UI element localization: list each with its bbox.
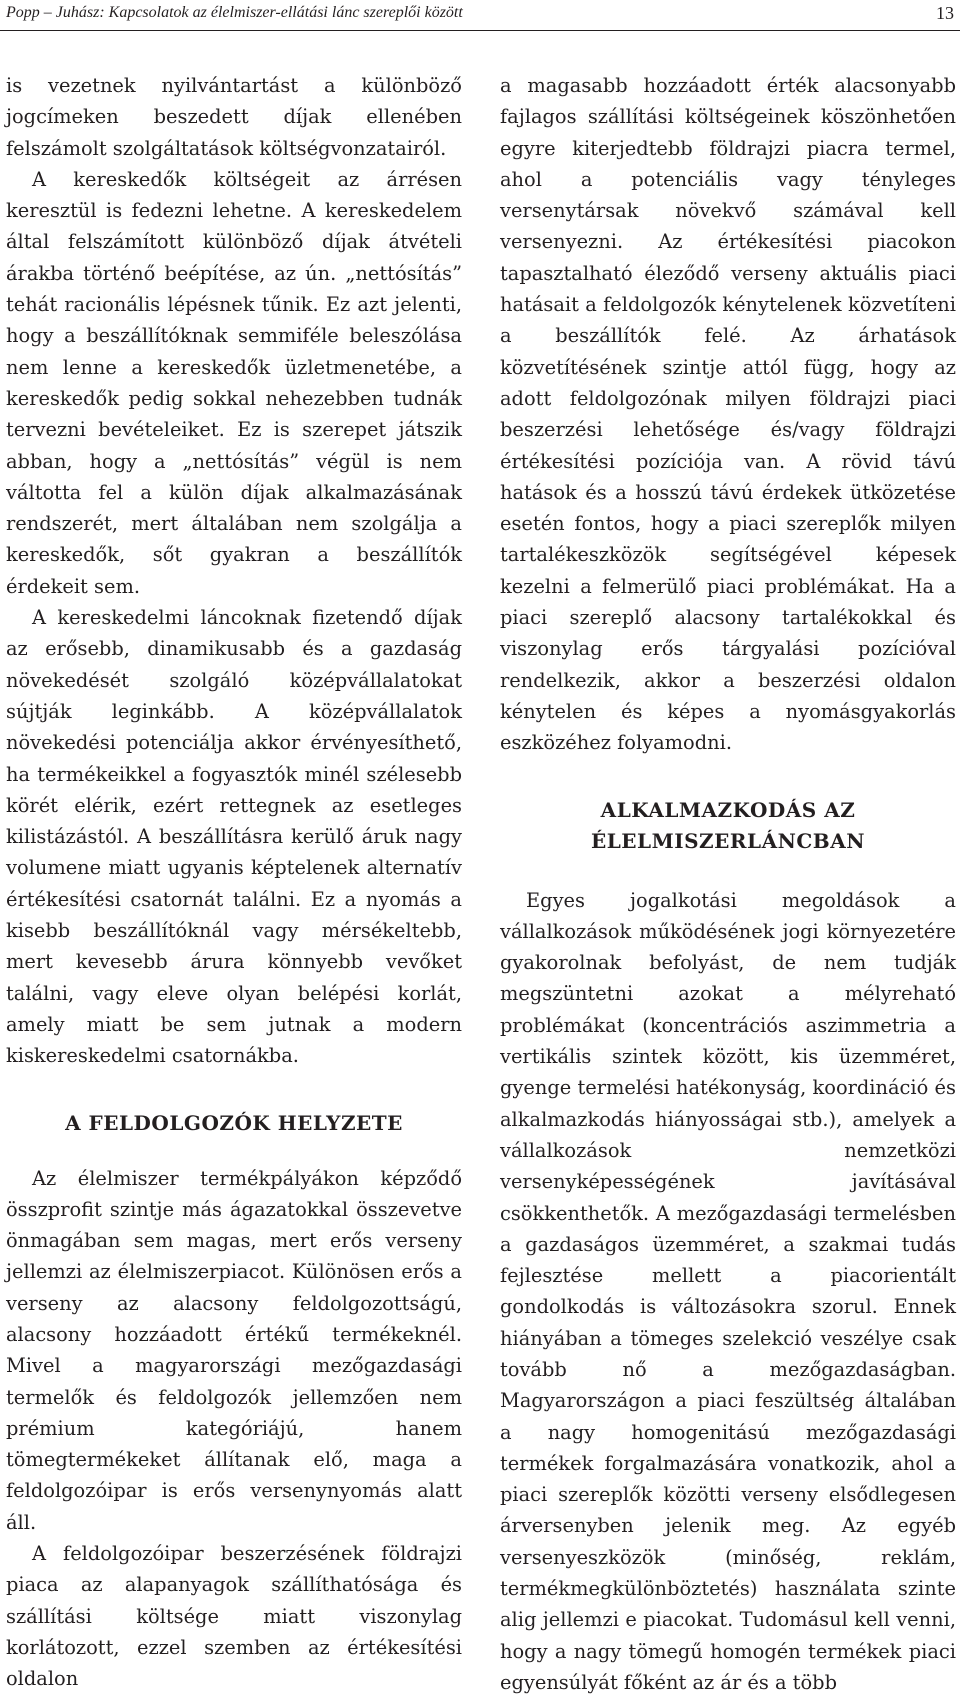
right-paragraph-1: a magasabb hozzáadott érték alacsonyabb fajlagos szállítási költségeinek köszönhetően egyre kiterjedtebb földrajzi piacra termel, ahol a potenciális vagy tényleges versenytársak növekvő számával kell versenyezni. Az értékesítési piacokon tapasztalható éleződő verseny aktuális piaci hatásait a feldolgozók kénytelenek közvetíteni a beszállítók felé. Az árhatások közvetítésének szintje attól függ, hogy az adott feldolgozónak milyen földrajzi piaci beszerzési lehetősége és/vagy földrajzi értékesítési pozíciója van. A rövid távú hatások és a hosszú távú érdekek ütközetése esetén fontos, hogy a piaci szereplők milyen tartalékeszközök segítségével képesek kezelni a felmerülő piaci problémákat. Ha a piaci szereplő alacsony tartalékokkal és viszonylag erős tárgyalási pozícióval rendelkezik, akkor a beszerzési oldalon kénytelen és képes a nyomásgyakorlás eszközéhez folyamodni. (500, 74, 956, 755)
page-number: 13 (936, 3, 954, 23)
left-paragraph-1: is vezetnek nyilvántartást a különböző jogcímeken beszedett díjak ellenében felszámolt szolgáltatások költségvonzatairól. (6, 74, 462, 160)
left-paragraph-2: A kereskedők költségeit az árrésen keresztül is fedezni lehetne. A kereskedelem által felszámított különböző díjak átvételi árakba történő beépítése, az ún. „nettósítás” tehát racionális lépésnek tűnik. Ez azt jelenti, hogy a beszállítóknak semmiféle beleszólása nem lenne a kereskedők üzletmenetébe, a kereskedők pedig sokkal nehezebben tudnák tervezni bevételeiket. Ez is szerepet játszik abban, hogy a „nettósítás” végül is nem váltotta fel a külön díjak alkalmazásának rendszerét, mert általában nem szolgálja a kereskedők, sőt gyakran a beszállítók érdekeit sem. (6, 167, 462, 598)
right-column (500, 70, 956, 1698)
left-column (6, 70, 462, 1695)
left-paragraph-5: A feldolgozóipar beszerzésének földrajzi piaca az alapanyagok szállíthatósága és szállítási költsége miatt viszonylag korlátozott, ezzel szemben az értékesítési oldalon (6, 1542, 462, 1691)
section-heading-alkalmazkodas (500, 795, 956, 857)
running-header-title: Popp – Juhász: Kapcsolatok az élelmiszer-ellátási lánc szereplői között (6, 4, 463, 21)
running-header (0, 0, 960, 31)
section-heading-line-1: ALKALMAZKODÁS AZ (600, 797, 856, 822)
section-heading-line-2: ÉLELMISZERLÁNCBAN (591, 828, 865, 853)
left-paragraph-4: Az élelmiszer termékpályákon képződő összprofit szintje más ágazatokkal összevetve önmagában sem magas, mert erős verseny jellemzi az élelmiszerpiacot. Különösen erős a verseny az alacsony feldolgozottságú, alacsony hozzáadott értékű termékeknél. Mivel a magyarországi mezőgazdasági termelők és feldolgozók jellemzően nem prémium kategóriájú, hanem tömegtermékeket állítanak elő, maga a feldolgozóipar is erős versenynyomás alatt áll. (6, 1166, 462, 1534)
right-paragraph-2: Egyes jogalkotási megoldások a vállalkozások működésének jogi környezetére gyakorolnak befolyást, de nem tudják megszüntetni azokat a mélyreható problémákat (koncentrációs aszimmetria a vertikális szintek között, kis üzemméret, gyenge termelési hatékonyság, koordináció és alkalmazkodás hiányosságai stb.), amelyek a vállalkozások nemzetközi versenyképességének javításával csökkenthetők. A mezőgazdasági termelésben a gazdaságos üzemméret, a szakmai tudás fejlesztése mellett a piacorientált gondolkodás is változásokra szorul. Ennek hiányában a tömeges szelekció veszélye csak tovább nő a mezőgazdaságban. Magyarországon a piaci feszültség általában a nagy homogenitású mezőgazdasági termékek forgalmazására vonatkozik, ahol a piaci szereplők közötti verseny elsődlegesen árversenyben jelenik meg. Az egyéb versenyeszközök (minőség, reklám, termékmegkülönböztetés) használata szinte alig jellemzi e piacokat. Tudomásul kell venni, hogy a nagy tömegű homogén termékek piaci egyensúlyát főként az ár és a több (500, 888, 956, 1694)
section-heading-feldolgozok: A FELDOLGOZÓK HELYZETE (65, 1110, 403, 1135)
left-paragraph-3: A kereskedelmi láncoknak fizetendő díjak az erősebb, dinamikusabb és a gazdaság növekedését szolgáló középvállalatokat sújtják leginkább. A középvállalatok növekedési potenciálja akkor érvényesíthető, ha termékeikkel a fogyasztók minél szélesebb körét elérik, ezért rettegnek az esetleges kilistázástól. A beszállításra kerülő áruk nagy volumene miatt ugyanis képtelenek alternatív értékesítési csatornát találni. Ez a nyomás a kisebb beszállítóknál vagy mérsékeltebb, mert kevesebb árura könnyebb vevőket találni, vagy eleve olyan belépési korlát, amely miatt be sem jutnak a modern kiskereskedelmi csatornákba. (6, 606, 462, 1068)
